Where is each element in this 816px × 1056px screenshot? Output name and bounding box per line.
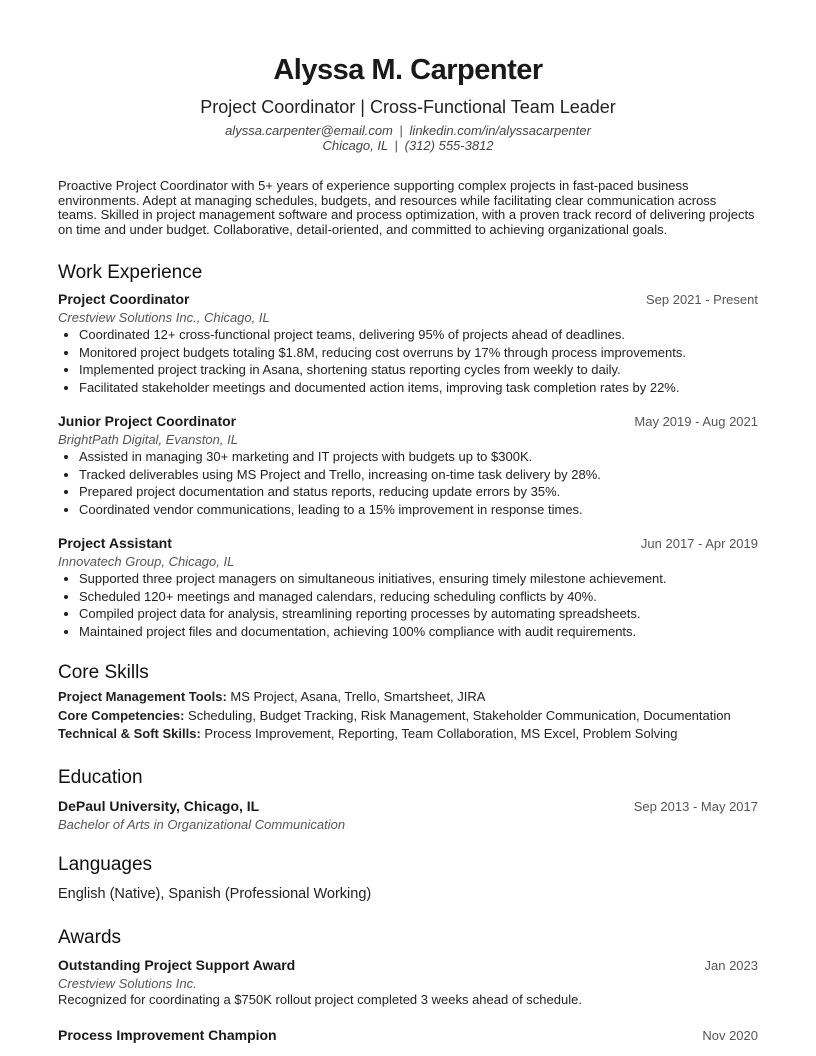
list-item: • Coordinated 12+ cross-functional project teams, delivering 95% of projects ahead of deadlines. xyxy=(79,326,758,344)
skill-line xyxy=(58,725,758,744)
list-item: • Compiled project data for analysis, streamlining reporting processes by automating spreadsheets. xyxy=(79,605,758,623)
list-item: • Tracked deliverables using MS Project and Trello, increasing on-time task delivery by 28%. xyxy=(79,466,758,484)
list-item: • Maintained project files and documentation, achieving 100% compliance with audit requirements. xyxy=(79,623,758,641)
award-org: Crestview Solutions Inc. xyxy=(58,975,197,991)
job-title: Junior Project Coordinator xyxy=(58,413,237,429)
list-item: • Monitored project budgets totaling $1.8M, reducing cost overruns by 17% through process improvements. xyxy=(79,344,758,362)
skill-line xyxy=(58,688,758,707)
skill-label: Technical & Soft Skills: xyxy=(58,726,201,741)
languages-text: English (Native), Spanish (Professional Working) xyxy=(58,885,372,902)
award-date: Nov 2020 xyxy=(702,1027,758,1043)
job-company: Innovatech Group, Chicago, IL xyxy=(58,554,235,569)
work-experience-section xyxy=(58,261,758,640)
degree-text: Bachelor of Arts in Organizational Communication xyxy=(58,816,346,832)
section-heading: Languages xyxy=(58,853,153,875)
contact-line-1 xyxy=(58,123,758,138)
linkedin-text: linkedin.com/in/alyssacarpenter xyxy=(409,123,591,138)
section-heading: Core Skills xyxy=(58,662,149,683)
job-bullets xyxy=(58,570,758,640)
job-entry xyxy=(58,412,758,518)
list-item: • Scheduled 120+ meetings and managed calendars, reducing scheduling conflicts by 40%. xyxy=(79,588,758,606)
list-item: • Prepared project documentation and status reports, reducing update errors by 35%. xyxy=(79,483,758,501)
job-bullets xyxy=(58,326,758,396)
section-heading: Work Experience xyxy=(58,262,203,283)
section-heading: Awards xyxy=(58,926,122,948)
list-item: • Supported three project managers on simultaneous initiatives, ensuring timely milestone achievement. xyxy=(79,570,758,588)
job-dates: Jun 2017 - Apr 2019 xyxy=(640,536,758,551)
award-date: Jan 2023 xyxy=(704,957,758,973)
skill-value: MS Project, Asana, Trello, Smartsheet, JIRA xyxy=(226,689,486,704)
skill-label: Project Management Tools: xyxy=(58,689,227,704)
location-text: Chicago, IL xyxy=(322,138,388,153)
job-entry xyxy=(58,290,758,396)
award-entry xyxy=(58,1026,758,1045)
job-bullets xyxy=(58,448,758,518)
list-item: • Facilitated stakeholder meetings and documented action items, improving task completion rates by 22%. xyxy=(79,379,758,397)
list-item: • Coordinated vendor communications, leading to a 15% improvement in response times. xyxy=(79,501,758,519)
candidate-name: Alyssa M. Carpenter xyxy=(273,54,543,86)
contact-info xyxy=(58,123,758,153)
job-entry xyxy=(58,534,758,640)
core-skills-section xyxy=(58,661,758,744)
job-dates: Sep 2021 - Present xyxy=(645,292,758,307)
skill-line xyxy=(58,707,758,726)
awards-section xyxy=(58,926,758,1045)
job-title: Project Assistant xyxy=(58,535,172,551)
job-title: Project Coordinator xyxy=(58,291,190,307)
languages-section xyxy=(58,853,758,903)
education-section xyxy=(58,766,758,833)
school-name: DePaul University, Chicago, IL xyxy=(58,797,260,814)
candidate-headline: Project Coordinator | Cross-Functional Team Leader xyxy=(200,97,616,117)
contact-separator: | xyxy=(399,123,403,138)
education-dates: Sep 2013 - May 2017 xyxy=(633,798,758,814)
phone-text: (312) 555-3812 xyxy=(404,138,494,153)
job-company: BrightPath Digital, Evanston, IL xyxy=(58,432,238,447)
skill-value: Process Improvement, Reporting, Team Collaboration, MS Excel, Problem Solving xyxy=(200,726,678,741)
list-item: • Implemented project tracking in Asana, shortening status reporting cycles from weekly to daily. xyxy=(79,361,758,379)
award-title: Process Improvement Champion xyxy=(58,1026,277,1043)
contact-separator: | xyxy=(394,138,398,153)
professional-summary: Proactive Project Coordinator with 5+ years of experience supporting complex projects in fast-paced business environments. Adept at managing schedules, budgets, and resources while facilitating clear communication across teams. Skilled in project management software and process optimization, with a proven track record of delivering projects on time and under budget. Collaborative, detail-oriented, and committed to achieving organizational goals. xyxy=(58,178,755,237)
list-item: • Assisted in managing 30+ marketing and IT projects with budgets up to $300K. xyxy=(79,448,758,466)
job-company: Crestview Solutions Inc., Chicago, IL xyxy=(58,310,270,325)
award-title: Outstanding Project Support Award xyxy=(58,956,296,973)
award-entry xyxy=(58,956,758,1008)
skill-label: Core Competencies: xyxy=(58,707,185,723)
section-heading: Education xyxy=(58,766,143,788)
skill-value: Scheduling, Budget Tracking, Risk Management, Stakeholder Communication, Documentation xyxy=(184,707,731,723)
email-text: alyssa.carpenter@email.com xyxy=(225,123,393,138)
job-dates: May 2019 - Aug 2021 xyxy=(634,414,758,429)
contact-line-2 xyxy=(58,138,758,153)
award-description: Recognized for coordinating a $750K rollout project completed 3 weeks ahead of schedule. xyxy=(58,991,582,1007)
